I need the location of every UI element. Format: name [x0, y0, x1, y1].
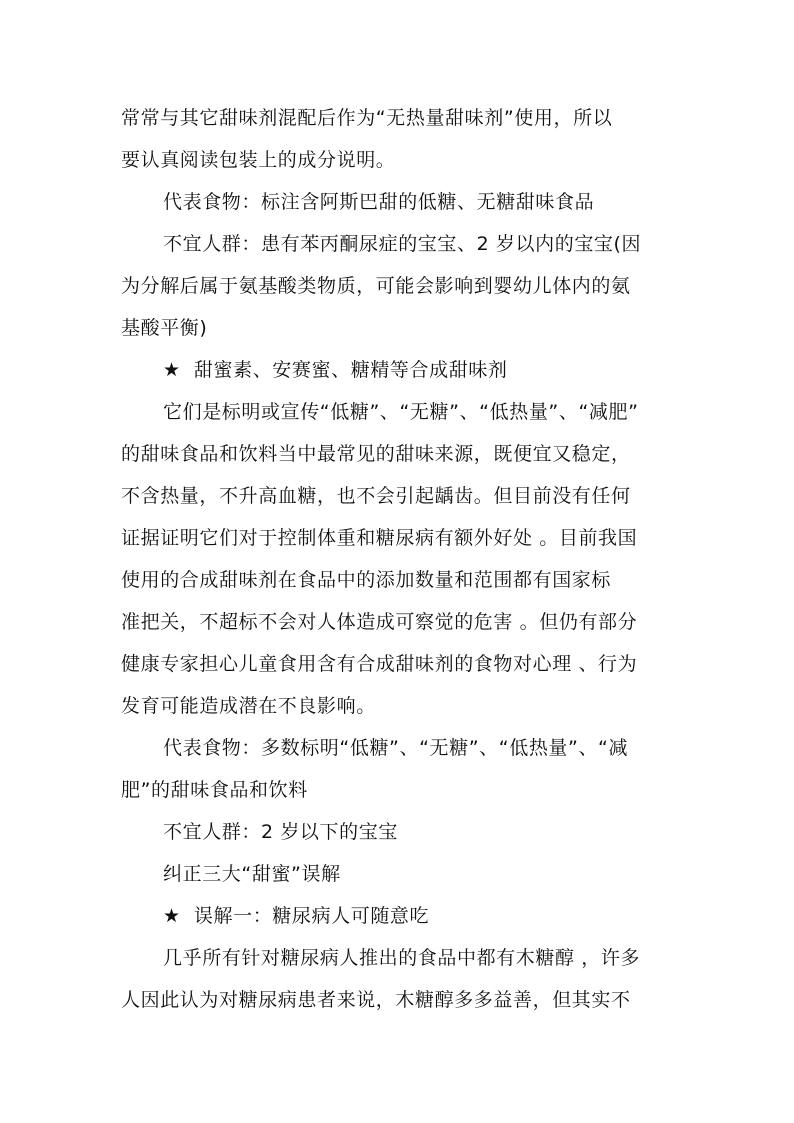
text-line: 发育可能造成潜在不良影响。: [121, 695, 376, 717]
text-line: 它们是标明或宣传“低糖”、“无糖”、“低热量”、“减肥”: [163, 401, 639, 423]
text-line: 要认真阅读包装上的成分说明。: [121, 149, 396, 171]
text-line: 不宜人群：患有苯丙酮尿症的宝宝、2 岁以内的宝宝(因: [163, 233, 642, 255]
text-line: 准把关，不超标不会对人体造成可察觉的危害 。但仍有部分: [121, 611, 638, 633]
text-line: 代表食物：多数标明“低糖”、“无糖”、“低热量”、“减: [163, 737, 629, 759]
text-line: 常常与其它甜味剂混配后作为“无热量甜味剂”使用，所以: [121, 107, 613, 129]
section-heading: 纠正三大“甜蜜”误解: [163, 863, 341, 885]
text-line: 人因此认为对糖尿病患者来说，木糖醇多多益善，但其实不: [121, 989, 631, 1011]
text-line: 肥”的甜味食品和饮料: [121, 779, 308, 801]
section-heading: ★ 甜蜜素、安赛蜜、糖精等合成甜味剂: [163, 359, 508, 381]
text-line: 使用的合成甜味剂在食品中的添加数量和范围都有国家标: [121, 569, 612, 591]
text-line: 不宜人群：2 岁以下的宝宝: [163, 821, 398, 843]
text-line: 为分解后属于氨基酸类物质，可能会影响到婴幼儿体内的氨: [121, 275, 631, 297]
text-line: 证据证明它们对于控制体重和糖尿病有额外好处 。目前我国: [121, 527, 638, 549]
text-line: 代表食物：标注含阿斯巴甜的低糖、无糖甜味食品: [163, 191, 595, 213]
text-line: 基酸平衡): [121, 317, 208, 339]
text-line: 不含热量，不升高血糖，也不会引起龋齿。但目前没有任何: [121, 485, 631, 507]
section-heading: ★ 误解一：糖尿病人可随意吃: [163, 905, 430, 927]
text-line: 几乎所有针对糖尿病人推出的食品中都有木糖醇 ，许多: [163, 947, 641, 969]
text-line: 健康专家担心儿童食用含有合成甜味剂的食物对心理 、行为: [121, 653, 638, 675]
text-line: 的甜味食品和饮料当中最常见的甜味来源，既便宜又稳定，: [121, 443, 631, 465]
